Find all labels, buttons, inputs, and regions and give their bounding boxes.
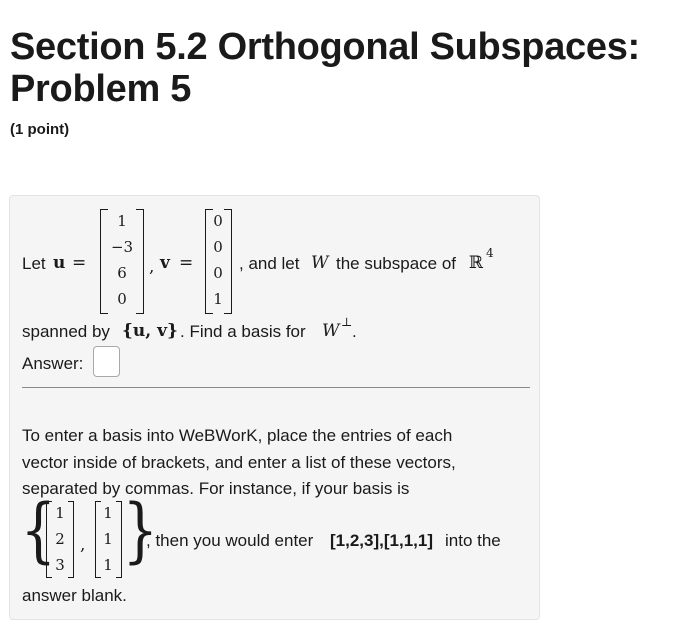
instructions-line-3: separated by commas. For instance, if your basis is (22, 479, 410, 498)
ex1-entry: 3 (55, 556, 65, 574)
u-symbol: u (53, 253, 66, 273)
points-label: (1 point) (10, 121, 70, 138)
answer-label: Answer: (22, 354, 84, 373)
subspace-of-text: the subspace of (336, 254, 457, 273)
ex2-entry: 1 (103, 556, 113, 574)
answer-input[interactable] (93, 346, 120, 377)
spanned-by-text: spanned by (22, 322, 110, 341)
find-basis-text: . Find a basis for (180, 322, 306, 341)
comma-1: , (149, 257, 155, 277)
u-entry: 0 (117, 290, 127, 308)
title-line-2: Problem 5 (10, 68, 192, 110)
ex2-right-bracket (116, 501, 122, 578)
into-the-text: into the (445, 531, 501, 550)
perp-superscript: ⊥ (341, 315, 353, 329)
u-entry: 6 (117, 264, 127, 282)
equals-sign-u: = (72, 253, 87, 273)
R-exponent: 4 (486, 246, 494, 260)
example-answer: [1,2,3],[1,1,1] (330, 531, 433, 550)
v-symbol: v (160, 253, 170, 273)
u-right-bracket (136, 209, 144, 314)
period: . (352, 322, 357, 341)
left-brace: { (20, 489, 57, 571)
ex2-entry: 1 (103, 530, 113, 548)
right-brace: } (122, 489, 159, 571)
ex1-entry: 1 (55, 504, 65, 522)
ex2-entry: 1 (103, 504, 113, 522)
page-title (10, 26, 700, 110)
then-enter-text: , then you would enter (146, 531, 314, 550)
v-entry: 0 (213, 212, 223, 230)
v-right-bracket (224, 209, 232, 314)
instructions-line-1: To enter a basis into WeBWorK, place the entries of each (22, 426, 453, 445)
and-let-text: , and let (239, 254, 300, 273)
example-comma: , (80, 535, 86, 555)
ex1-entry: 2 (55, 530, 65, 548)
v-entry: 1 (213, 290, 223, 308)
u-entry: 1 (117, 212, 127, 230)
instructions-line-2: vector inside of brackets, and enter a list of these vectors, (22, 453, 456, 472)
v-entry: 0 (213, 238, 223, 256)
W-symbol: W (311, 253, 329, 273)
ex1-right-bracket (68, 501, 74, 578)
W-perp-symbol: W (322, 321, 340, 341)
span-set: {u, v} (122, 321, 178, 341)
u-entry: −3 (110, 238, 134, 256)
v-entry: 0 (213, 264, 223, 282)
let-text: Let (22, 254, 46, 273)
equals-sign-v: = (179, 253, 194, 273)
divider (22, 387, 530, 388)
instructions-line-5: answer blank. (22, 586, 127, 605)
title-line-1: Section 5.2 Orthogonal Subspaces: (10, 26, 640, 68)
R-symbol: ℝ (469, 253, 484, 273)
